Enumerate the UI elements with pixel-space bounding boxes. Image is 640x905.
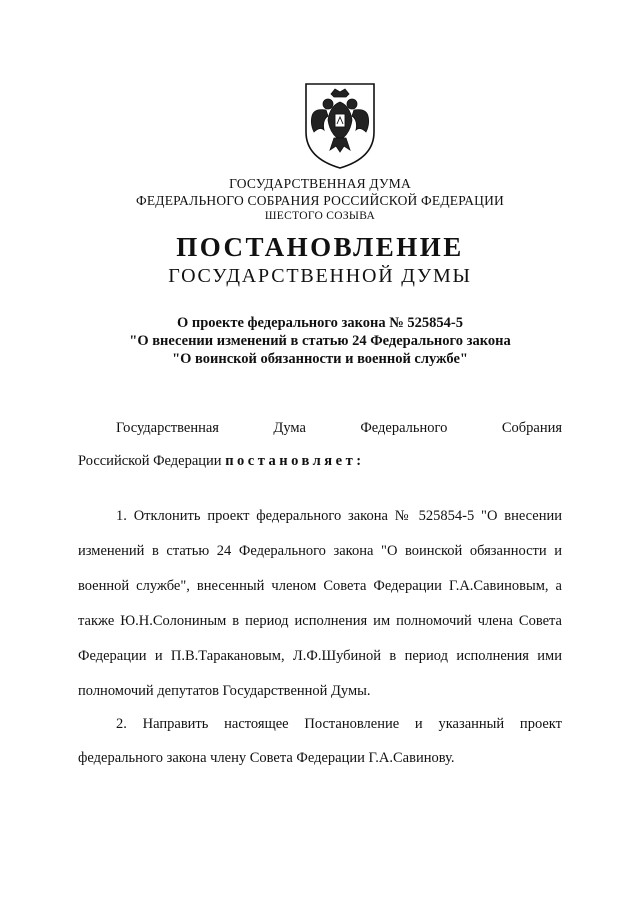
document-subtitle: ГОСУДАРСТВЕННОЙ ДУМЫ: [168, 265, 472, 287]
subject-line-3: "О воинской обязанности и военной службе": [172, 351, 468, 367]
preamble-word: Федерального: [360, 420, 448, 436]
preamble-word: Собрания: [501, 420, 563, 436]
header-duma: ГОСУДАРСТВЕННАЯ ДУМА: [229, 176, 411, 191]
item1-line: 1. Отклонить проект федерального закона № 525854-5 "О внесении: [116, 508, 562, 524]
item1-line: также Ю.Н.Солониным в период исполнения им полномочий члена Совета: [78, 613, 562, 629]
preamble-word: Дума: [273, 420, 306, 436]
header-convocation: ШЕСТОГО СОЗЫВА: [264, 210, 376, 222]
preamble-word: Государственная: [116, 420, 219, 436]
document-title: ПОСТАНОВЛЕНИЕ: [176, 232, 464, 262]
subject-line-1: О проекте федерального закона № 525854-5: [176, 315, 464, 331]
item1-line: изменений в статью 24 Федерального закона "О воинской обязанности и: [78, 543, 562, 559]
item2-line: федерального закона члену Совета Федерации Г.А.Савинову.: [78, 750, 455, 766]
item2-line: 2. Направить настоящее Постановление и указанный проект: [116, 716, 562, 732]
item1-line: Федерации и П.В.Таракановым, Л.Ф.Шубиной в период исполнения ими: [78, 648, 562, 664]
header-federal-assembly: ФЕДЕРАЛЬНОГО СОБРАНИЯ РОССИЙСКОЙ ФЕДЕРАЦИИ: [136, 193, 504, 208]
russian-coat-of-arms-emblem: [300, 80, 380, 170]
preamble-line-2: [78, 453, 562, 470]
item1-line: военной службе", внесенный членом Совета Федерации Г.А.Савиновым, а: [78, 578, 562, 594]
resolves-word: постановляет:: [225, 453, 365, 469]
preamble-text: Российской Федерации: [78, 453, 222, 469]
preamble-line-1: [116, 420, 562, 437]
subject-line-2: "О внесении изменений в статью 24 Федерального закона: [129, 333, 511, 349]
item1-line: полномочий депутатов Государственной Думы.: [78, 683, 371, 699]
